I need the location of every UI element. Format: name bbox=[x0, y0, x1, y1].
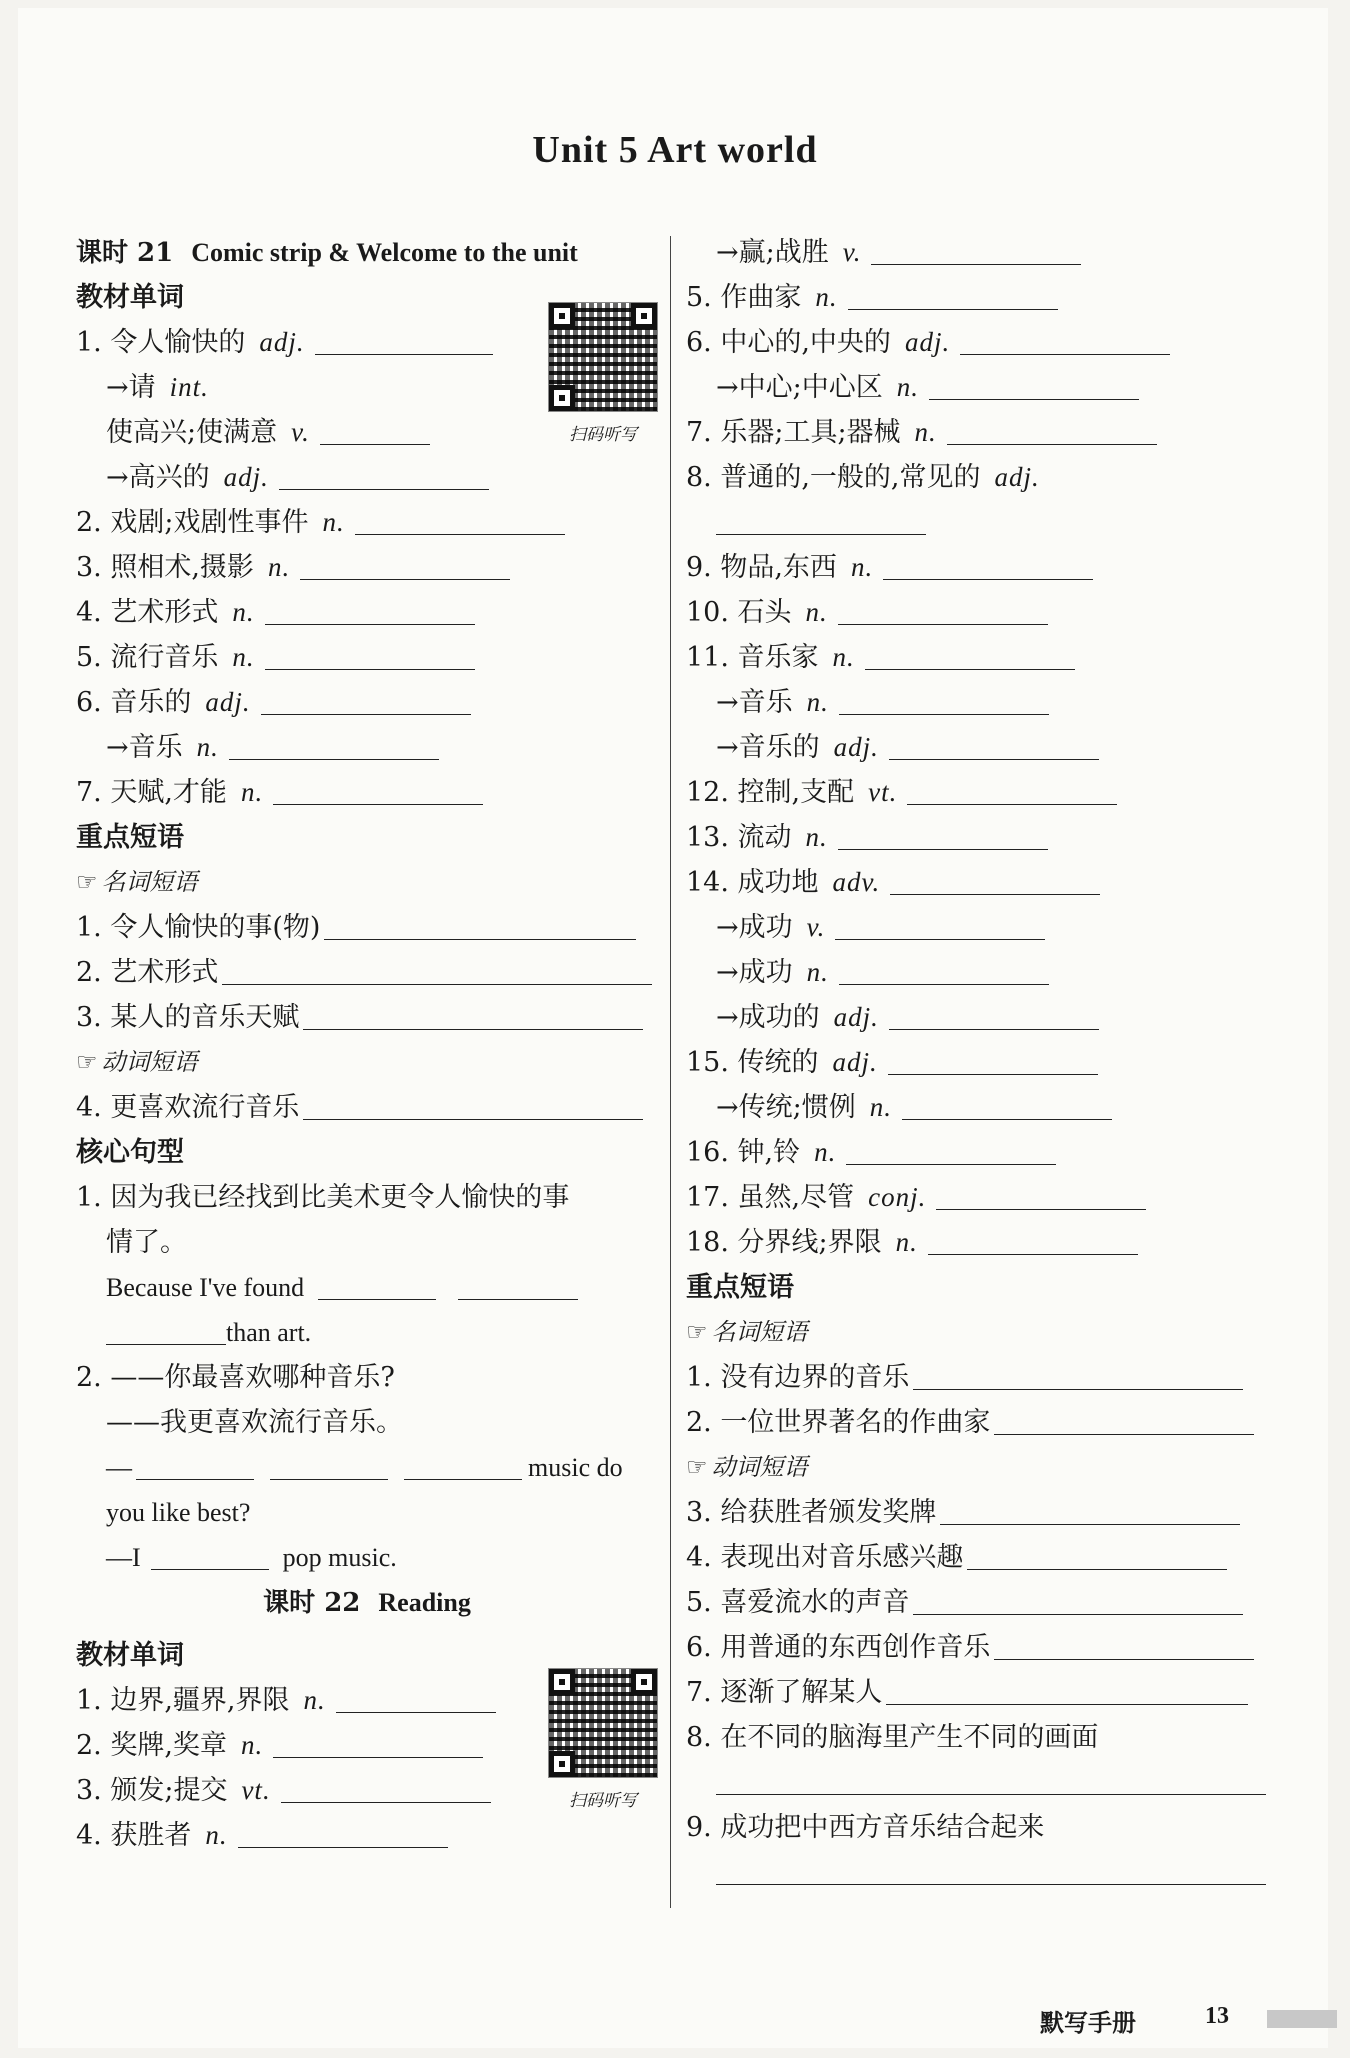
vocab-item: →音乐 n. bbox=[76, 725, 658, 770]
lesson-number: 课时 22 bbox=[263, 1588, 361, 1618]
answer-blank[interactable] bbox=[229, 729, 439, 760]
pointing-hand-icon: ☞ bbox=[76, 1048, 98, 1076]
vocab-item: 2. 戏剧;戏剧性事件 n. bbox=[76, 500, 658, 545]
vocab-item: →音乐 n. bbox=[686, 680, 1272, 725]
answer-blank[interactable] bbox=[947, 414, 1157, 445]
vocab-item: →高兴的 adj. bbox=[76, 455, 658, 500]
phrase-item: 6. 用普通的东西创作音乐 bbox=[686, 1625, 1272, 1670]
sentence-text: 1. 因为我已经找到比美术更令人愉快的事 bbox=[76, 1182, 570, 1213]
answer-blank[interactable] bbox=[928, 1224, 1138, 1255]
vocab-item: 14. 成功地 adv. bbox=[686, 860, 1272, 905]
vocab-item: 4. 获胜者 n. bbox=[76, 1813, 658, 1858]
phrase-item bbox=[686, 1760, 1272, 1805]
vocab-item: 18. 分界线;界限 n. bbox=[686, 1220, 1272, 1265]
lesson-number: 课时 21 bbox=[76, 238, 174, 268]
noun-phrases-heading: ☞ 名词短语 bbox=[76, 868, 198, 896]
vocab-item: 使高兴;使满意 v. bbox=[76, 410, 658, 455]
qr-code-icon[interactable] bbox=[548, 1668, 658, 1778]
sentence-line: Because I've found bbox=[76, 1265, 658, 1310]
answer-blank[interactable] bbox=[960, 324, 1170, 355]
vocab-item: →中心;中心区 n. bbox=[686, 365, 1272, 410]
answer-blank[interactable] bbox=[238, 1817, 448, 1848]
answer-blank[interactable] bbox=[940, 1494, 1240, 1525]
vocab-item: 16. 钟,铃 n. bbox=[686, 1130, 1272, 1175]
answer-blank[interactable] bbox=[458, 1269, 578, 1300]
answer-blank[interactable] bbox=[994, 1629, 1254, 1660]
pointing-hand-icon: ☞ bbox=[686, 1318, 708, 1346]
answer-blank[interactable] bbox=[871, 234, 1081, 265]
phrase-item: 4. 表现出对音乐感兴趣 bbox=[686, 1535, 1272, 1580]
vocab-item: →成功 v. bbox=[686, 905, 1272, 950]
answer-blank[interactable] bbox=[300, 549, 510, 580]
right-column bbox=[686, 230, 1272, 1895]
pointing-hand-icon: ☞ bbox=[686, 1453, 708, 1481]
vocab-item bbox=[686, 500, 1272, 545]
lesson-21-heading bbox=[76, 230, 658, 275]
lesson-name: Reading bbox=[378, 1588, 471, 1617]
phrase-item bbox=[686, 1850, 1272, 1895]
vocab-item: 4. 艺术形式 n. bbox=[76, 590, 658, 635]
answer-blank[interactable] bbox=[303, 1089, 643, 1120]
answer-blank[interactable] bbox=[336, 1682, 496, 1713]
answer-blank[interactable] bbox=[318, 1269, 436, 1300]
answer-blank[interactable] bbox=[273, 774, 483, 805]
phrase-item: 2. 一位世界著名的作曲家 bbox=[686, 1400, 1272, 1445]
answer-blank[interactable] bbox=[913, 1584, 1243, 1615]
vocab-item: 1. 令人愉快的 adj. bbox=[76, 320, 658, 365]
sentence-text: 2. ——你最喜欢哪种音乐? bbox=[76, 1362, 395, 1393]
vocab-item: 3. 照相术,摄影 n. bbox=[76, 545, 658, 590]
sentence-line: you like best? bbox=[106, 1498, 251, 1527]
answer-blank[interactable] bbox=[261, 684, 471, 715]
vocab-item: 6. 音乐的 adj. bbox=[76, 680, 658, 725]
answer-blank[interactable] bbox=[151, 1539, 269, 1570]
vocab-item: →成功 n. bbox=[686, 950, 1272, 995]
vocab-item: 1. 边界,疆界,界限 n. bbox=[76, 1678, 658, 1723]
vocab-item: 12. 控制,支配 vt. bbox=[686, 770, 1272, 815]
answer-blank[interactable] bbox=[320, 414, 430, 445]
page-number: 13 bbox=[1205, 2003, 1229, 2029]
sentence-text: ——我更喜欢流行音乐。 bbox=[106, 1407, 403, 1438]
column-divider bbox=[670, 236, 671, 1908]
sentence-line: —I pop music. bbox=[76, 1535, 658, 1580]
answer-blank[interactable] bbox=[848, 279, 1058, 310]
answer-blank[interactable] bbox=[106, 1314, 226, 1345]
vocab-item: →赢;战胜 v. bbox=[686, 230, 1272, 275]
vocab-item: →请 int. bbox=[106, 372, 209, 403]
answer-blank[interactable] bbox=[838, 594, 1048, 625]
phrase-item: 2. 艺术形式 bbox=[76, 950, 658, 995]
answer-blank[interactable] bbox=[838, 819, 1048, 850]
answer-blank[interactable] bbox=[835, 909, 1045, 940]
answer-blank[interactable] bbox=[889, 999, 1099, 1030]
section-phrases: 重点短语 bbox=[76, 822, 184, 853]
answer-blank[interactable] bbox=[936, 1179, 1146, 1210]
section-sentences: 核心句型 bbox=[76, 1137, 184, 1168]
sentence-text: 情了。 bbox=[106, 1227, 187, 1258]
answer-blank[interactable] bbox=[913, 1359, 1243, 1390]
answer-blank[interactable] bbox=[279, 459, 489, 490]
answer-blank[interactable] bbox=[865, 639, 1075, 670]
answer-blank[interactable] bbox=[281, 1772, 491, 1803]
vocab-item: 5. 流行音乐 n. bbox=[76, 635, 658, 680]
answer-blank[interactable] bbox=[315, 324, 493, 355]
phrase-item: 3. 给获胜者颁发奖牌 bbox=[686, 1490, 1272, 1535]
answer-blank[interactable] bbox=[303, 999, 643, 1030]
noun-phrases-heading: ☞ 名词短语 bbox=[686, 1318, 808, 1346]
vocab-item: →音乐的 adj. bbox=[686, 725, 1272, 770]
vocab-item: 7. 乐器;工具;器械 n. bbox=[686, 410, 1272, 455]
page-edge-bar bbox=[1267, 2010, 1337, 2028]
left-column bbox=[76, 230, 658, 1858]
phrase-item: 4. 更喜欢流行音乐 bbox=[76, 1085, 658, 1130]
answer-blank[interactable] bbox=[270, 1449, 388, 1480]
vocab-item: 5. 作曲家 n. bbox=[686, 275, 1272, 320]
phrase-item: 5. 喜爱流水的声音 bbox=[686, 1580, 1272, 1625]
answer-blank[interactable] bbox=[716, 504, 926, 535]
qr-label: 扫码听写 bbox=[569, 1791, 637, 1811]
vocab-item: 10. 石头 n. bbox=[686, 590, 1272, 635]
vocab-item: 15. 传统的 adj. bbox=[686, 1040, 1272, 1085]
answer-blank[interactable] bbox=[886, 1674, 1248, 1705]
answer-blank[interactable] bbox=[222, 954, 652, 985]
qr-label: 扫码听写 bbox=[569, 425, 637, 445]
vocab-item: 6. 中心的,中央的 adj. bbox=[686, 320, 1272, 365]
sentence-line: — music do bbox=[76, 1445, 658, 1490]
section-phrases: 重点短语 bbox=[686, 1272, 794, 1303]
vocab-item: →传统;惯例 n. bbox=[686, 1085, 1272, 1130]
vocab-item: 2. 奖牌,奖章 n. bbox=[76, 1723, 658, 1768]
answer-blank[interactable] bbox=[902, 1089, 1112, 1120]
vocab-item: 17. 虽然,尽管 conj. bbox=[686, 1175, 1272, 1220]
qr-code-icon[interactable] bbox=[548, 302, 658, 412]
vocab-item: 7. 天赋,才能 n. bbox=[76, 770, 658, 815]
phrase-item: 7. 逐渐了解某人 bbox=[686, 1670, 1272, 1715]
vocab-item: 9. 物品,东西 n. bbox=[686, 545, 1272, 590]
verb-phrases-heading: ☞ 动词短语 bbox=[76, 1048, 198, 1076]
answer-blank[interactable] bbox=[324, 909, 636, 940]
answer-blank[interactable] bbox=[136, 1449, 254, 1480]
answer-blank[interactable] bbox=[265, 639, 475, 670]
vocab-item: 11. 音乐家 n. bbox=[686, 635, 1272, 680]
book-name: 默写手册 bbox=[1040, 2008, 1136, 2037]
answer-blank[interactable] bbox=[846, 1134, 1056, 1165]
answer-blank[interactable] bbox=[929, 369, 1139, 400]
phrase-item: 9. 成功把中西方音乐结合起来 bbox=[686, 1812, 1045, 1843]
answer-blank[interactable] bbox=[716, 1764, 1266, 1795]
verb-phrases-heading: ☞ 动词短语 bbox=[686, 1453, 808, 1481]
phrase-item: 1. 令人愉快的事(物) bbox=[76, 905, 658, 950]
sentence-line: than art. bbox=[76, 1310, 658, 1355]
vocab-item: 13. 流动 n. bbox=[686, 815, 1272, 860]
unit-title: Unit 5 Art world bbox=[532, 129, 818, 171]
phrase-item: 8. 在不同的脑海里产生不同的画面 bbox=[686, 1722, 1099, 1753]
answer-blank[interactable] bbox=[890, 864, 1100, 895]
answer-blank[interactable] bbox=[889, 729, 1099, 760]
answer-blank[interactable] bbox=[907, 774, 1117, 805]
answer-blank[interactable] bbox=[888, 1044, 1098, 1075]
answer-blank[interactable] bbox=[839, 954, 1049, 985]
section-vocab: 教材单词 bbox=[76, 282, 184, 313]
lesson-22-heading bbox=[76, 1580, 658, 1625]
lesson-name: Comic strip & Welcome to the unit bbox=[191, 238, 578, 267]
answer-blank[interactable] bbox=[967, 1539, 1227, 1570]
answer-blank[interactable] bbox=[355, 504, 565, 535]
vocab-item: →成功的 adj. bbox=[686, 995, 1272, 1040]
phrase-item: 1. 没有边界的音乐 bbox=[686, 1355, 1272, 1400]
answer-blank[interactable] bbox=[839, 684, 1049, 715]
pointing-hand-icon: ☞ bbox=[76, 868, 98, 896]
answer-blank[interactable] bbox=[716, 1854, 1266, 1885]
section-vocab: 教材单词 bbox=[76, 1640, 184, 1671]
answer-blank[interactable] bbox=[883, 549, 1093, 580]
answer-blank[interactable] bbox=[994, 1404, 1254, 1435]
answer-blank[interactable] bbox=[404, 1449, 522, 1480]
answer-blank[interactable] bbox=[265, 594, 475, 625]
phrase-item: 3. 某人的音乐天赋 bbox=[76, 995, 658, 1040]
answer-blank[interactable] bbox=[273, 1727, 483, 1758]
vocab-item: 3. 颁发;提交 vt. bbox=[76, 1768, 658, 1813]
vocab-item: 8. 普通的,一般的,常见的 adj. bbox=[686, 462, 1040, 493]
